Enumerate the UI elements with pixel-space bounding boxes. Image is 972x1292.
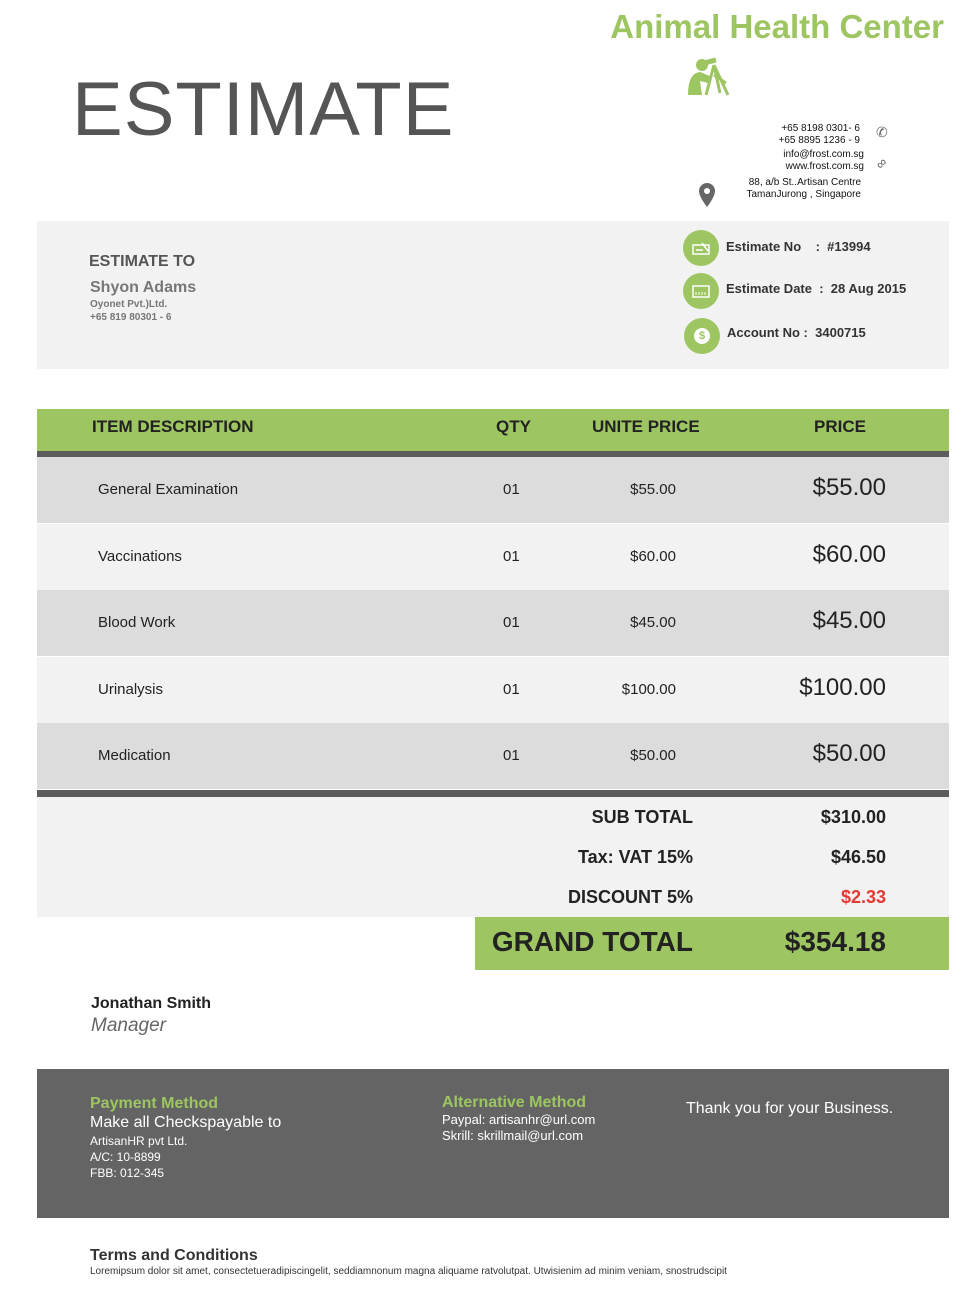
item-description: Urinalysis: [98, 680, 164, 698]
grand-total-bar: [475, 917, 949, 970]
estimate-to-heading: ESTIMATE TO: [89, 253, 196, 270]
table-row: [37, 457, 949, 523]
estimate-no-label: Estimate No: [726, 239, 802, 254]
col-price: PRICE: [814, 417, 866, 436]
item-unit-price: $50.00: [630, 747, 676, 765]
grand-total-value: $354.18: [784, 926, 886, 957]
col-qty: QTY: [496, 417, 531, 436]
dollar-icon: $: [684, 318, 720, 354]
subtotal-value: $310.00: [820, 807, 886, 827]
payment-account: A/C: 10-8899: [90, 1150, 161, 1164]
phone-icon: ✆: [876, 124, 888, 140]
col-unit-price: UNITE PRICE: [592, 417, 700, 436]
item-description: Vaccinations: [98, 547, 182, 565]
calendar-icon: [683, 273, 719, 309]
col-description: ITEM DESCRIPTION: [92, 417, 254, 436]
item-price: $50.00: [812, 740, 886, 768]
table-row: [37, 590, 949, 656]
payment-method-heading: Payment Method: [90, 1095, 219, 1112]
account-no-value: 3400715: [815, 325, 866, 340]
discount-value: $2.33: [840, 887, 886, 907]
item-qty: 01: [503, 747, 520, 765]
link-icon: ∞: [871, 153, 891, 173]
tax-label: Tax: VAT 15%: [577, 847, 693, 867]
estimate-date-value: 28 Aug 2015: [830, 281, 907, 296]
table-row: [37, 524, 949, 590]
payment-footer: [37, 1069, 949, 1218]
payment-company: ArtisanHR pvt Ltd.: [90, 1134, 188, 1148]
location-pin-icon: [698, 182, 716, 208]
terms-heading: Terms and Conditions: [90, 1247, 258, 1264]
item-description: Blood Work: [98, 614, 176, 632]
item-unit-price: $60.00: [630, 547, 676, 565]
subtotal-label: SUB TOTAL: [591, 807, 693, 827]
estimate-info-panel: [37, 221, 949, 369]
paypal-email: Paypal: artisanhr@url.com: [442, 1112, 596, 1127]
alt-method-heading: Alternative Method: [442, 1094, 587, 1111]
account-no-label: Account No :: [727, 325, 808, 340]
item-price: $100.00: [799, 673, 886, 701]
client-company: Oyonet Pvt.)Ltd.: [90, 299, 168, 310]
item-description: Medication: [98, 747, 171, 765]
estimate-date-label: Estimate Date: [726, 281, 812, 296]
item-description: General Examination: [98, 481, 239, 498]
client-name: Shyon Adams: [90, 279, 197, 296]
divider: [37, 790, 949, 797]
phone-1: +65 8198 0301- 6: [781, 123, 860, 134]
terms-text: Loremipsum dolor sit amet, consectetueradipiscingelit, seddiamnonum magna aliquame ratvolutpat. Utwisienim ad minim veniam, snostrudscipit: [90, 1266, 727, 1277]
website[interactable]: www.frost.com.sg: [785, 161, 864, 172]
table-header: [37, 409, 949, 451]
signer-name: Jonathan Smith: [91, 995, 212, 1012]
phone-2: +65 8895 1236 - 9: [778, 135, 860, 146]
email[interactable]: info@frost.com.sg: [783, 149, 864, 160]
thank-you: Thank you for your Business.: [686, 1100, 894, 1117]
grand-total-label: GRAND TOTAL: [491, 926, 693, 957]
table-row: [37, 723, 949, 789]
document-title: ESTIMATE: [72, 67, 455, 152]
item-price: $55.00: [812, 474, 886, 501]
totals-panel: [37, 797, 949, 917]
estimate-no-sep: :: [815, 239, 820, 254]
item-unit-price: $100.00: [621, 680, 676, 698]
item-qty: 01: [503, 680, 520, 698]
item-qty: 01: [503, 547, 520, 565]
item-unit-price: $55.00: [630, 481, 676, 498]
signer-role: Manager: [91, 1015, 166, 1036]
client-phone: +65 819 80301 - 6: [90, 312, 172, 323]
payment-instruction: Make all Checkspayable to: [90, 1114, 282, 1131]
item-qty: 01: [503, 481, 520, 498]
address-line-1: 88, a/b St..Artisan Centre: [748, 177, 861, 188]
estimate-number-icon: [683, 230, 719, 266]
item-price: $60.00: [812, 540, 886, 568]
estimate-no-value: #13994: [827, 239, 871, 254]
brand-name: Animal Health Center: [610, 8, 944, 45]
payment-fbb: FBB: 012-345: [90, 1166, 165, 1180]
estimate-date-sep: :: [819, 281, 824, 296]
logo-icon: [686, 55, 744, 97]
tax-value: $46.50: [830, 847, 886, 867]
table-row: [37, 657, 949, 723]
address-line-2: TamanJurong , Singapore: [746, 189, 861, 200]
discount-label: DISCOUNT 5%: [567, 887, 693, 907]
item-price: $45.00: [812, 607, 886, 635]
skrill-email: Skrill: skrillmail@url.com: [442, 1128, 584, 1143]
item-qty: 01: [503, 614, 520, 632]
item-unit-price: $45.00: [630, 614, 676, 632]
